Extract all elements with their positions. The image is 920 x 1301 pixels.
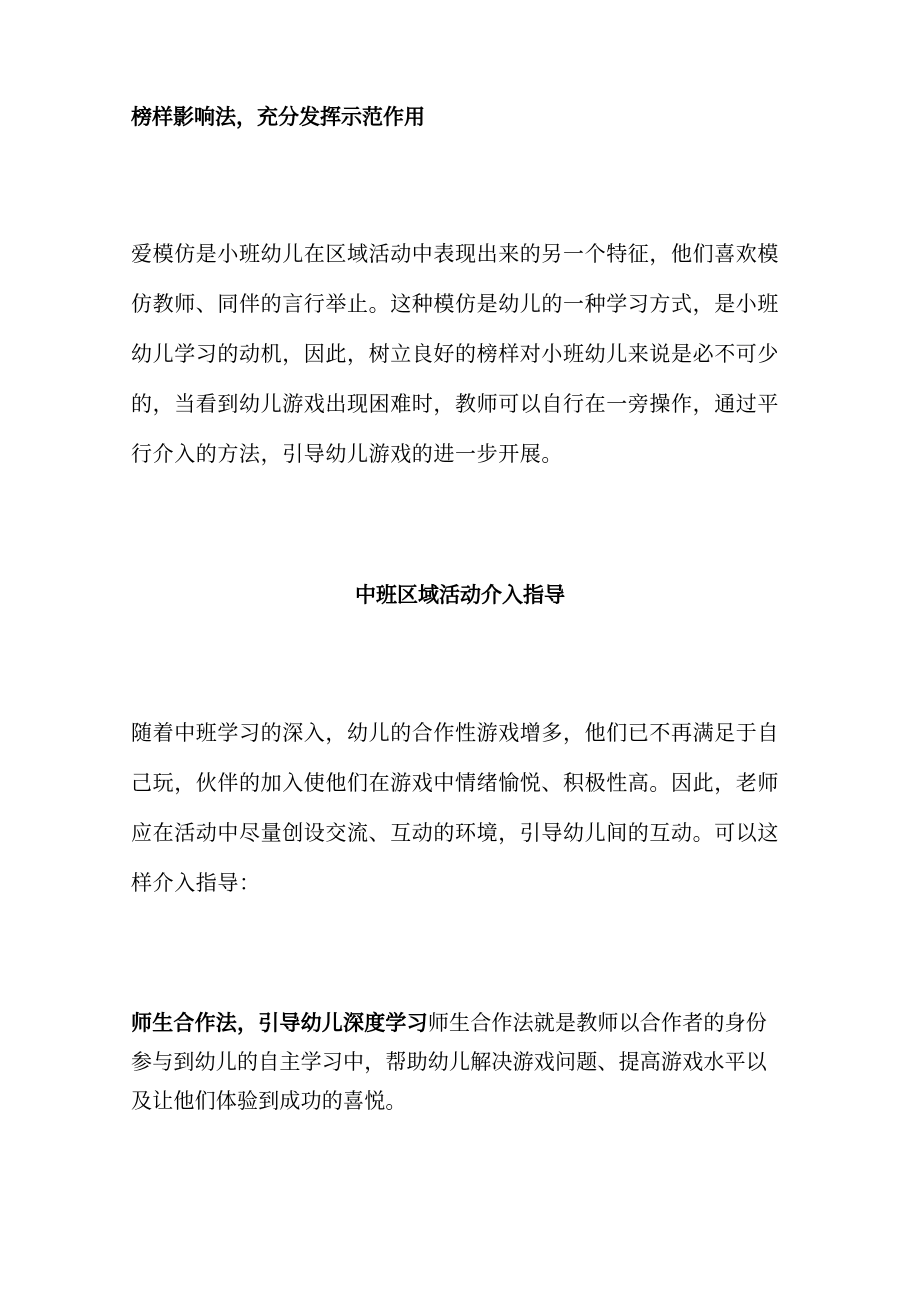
paragraph-line: 己玩，伙伴的加入使他们在游戏中情绪愉悦、积极性高。因此，老师 xyxy=(131,771,779,795)
paragraph-role-model xyxy=(131,229,791,479)
paragraph-line: 参与到幼儿的自主学习中，帮助幼儿解决游戏问题、提高游戏水平以 xyxy=(131,1050,767,1074)
inline-bold-heading: 师生合作法，引导幼儿深度学习 xyxy=(131,1011,428,1035)
paragraph-line: 仿教师、同伴的言行举止。这种模仿是幼儿的一种学习方式，是小班 xyxy=(131,292,779,316)
paragraph-line: 的，当看到幼儿游戏出现困难时，教师可以自行在一旁操作，通过平 xyxy=(131,392,779,416)
paragraph-teacher-student-cooperation xyxy=(131,1004,791,1121)
section-heading-middle-class: 中班区域活动介入指导 xyxy=(355,583,565,607)
paragraph-line: 行介入的方法，引导幼儿游戏的进一步开展。 xyxy=(131,442,563,466)
section-heading-role-model: 榜样影响法，充分发挥示范作用 xyxy=(131,105,425,129)
paragraph-line: 随着中班学习的深入，幼儿的合作性游戏增多，他们已不再满足于自 xyxy=(131,721,779,745)
paragraph-text: 师生合作法就是教师以合作者的身份 xyxy=(427,1011,768,1035)
paragraph-first-line xyxy=(131,1004,791,1043)
paragraph-line: 幼儿学习的动机，因此，树立良好的榜样对小班幼儿来说是必不可少 xyxy=(131,342,779,366)
paragraph-line: 样介入指导： xyxy=(131,871,261,895)
paragraph-line: 爱模仿是小班幼儿在区域活动中表现出来的另一个特征，他们喜欢模 xyxy=(131,242,779,266)
paragraph-line: 应在活动中尽量创设交流、互动的环境，引导幼儿间的互动。可以这 xyxy=(131,821,779,845)
paragraph-line: 及让他们体验到成功的喜悦。 xyxy=(131,1089,407,1113)
paragraph-middle-class xyxy=(131,708,791,908)
